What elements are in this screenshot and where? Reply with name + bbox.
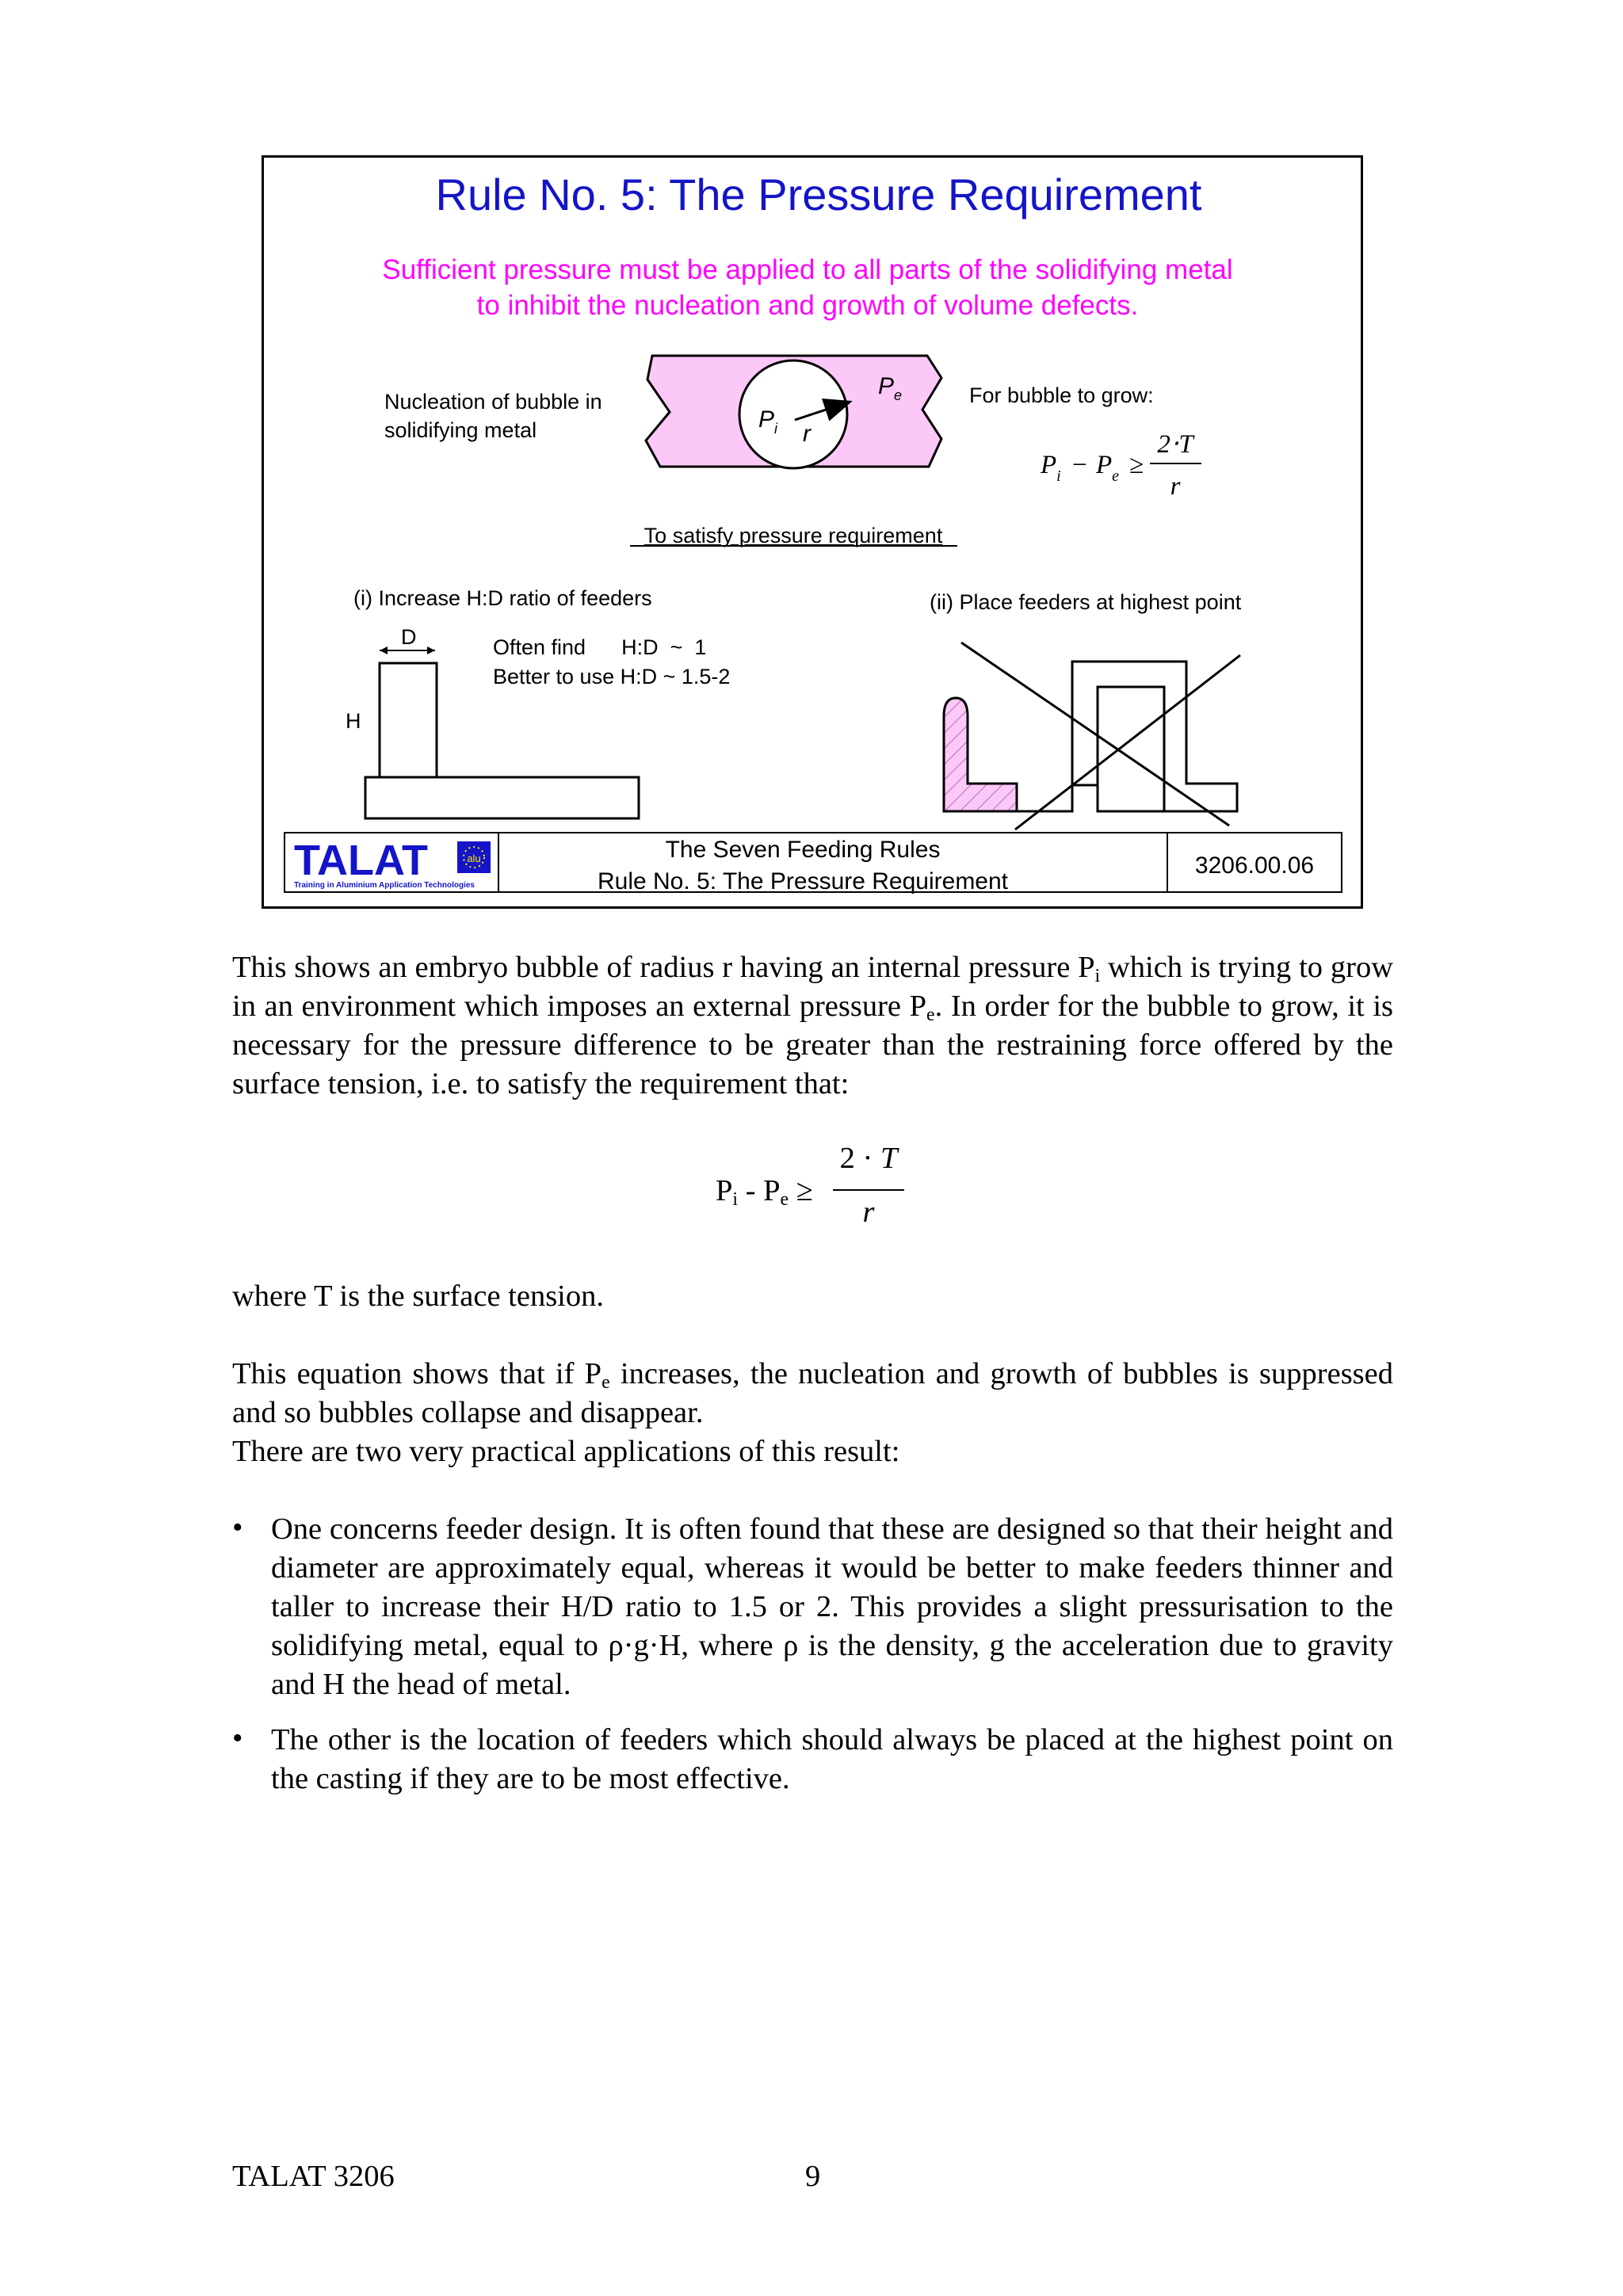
svg-text:alu: alu xyxy=(467,852,481,864)
page-footer-doc: TALAT 3206 xyxy=(232,2160,395,2193)
bullet-marker-1: • xyxy=(232,1511,243,1544)
paragraph-applications: There are two very practical applications of this result: xyxy=(232,1435,900,1468)
nucleation-label-line1: Nucleation of bubble in xyxy=(384,390,602,414)
svg-text:2⋅T: 2⋅T xyxy=(1157,430,1193,459)
option2-cross-line-2 xyxy=(1015,655,1240,830)
svg-text:≥: ≥ xyxy=(1129,451,1144,479)
slide-subtitle-line1: Sufficient pressure must be applied to all parts of the solidifying metal xyxy=(382,254,1233,285)
equation-denominator: r xyxy=(862,1196,875,1229)
slide-title: Rule No. 5: The Pressure Requirement xyxy=(435,170,1202,219)
bullet-item-feeder-design: One concerns feeder design. It is often found that these are designed so that their height and diameter are approximately equal, whereas it would be better to make feeders thinner and taller to increase their H/D ratio to 1.5 or 2. This provides a slight pressurisation to the solidifying metal, equal to ρ·g·H, where ρ is the density, g the acceleration due to gravity and H the head of metal. xyxy=(271,1512,1393,1701)
slide-diagram xyxy=(264,158,1361,906)
option1-label: (i) Increase H:D ratio of feeders xyxy=(353,586,652,610)
option2-label: (ii) Place feeders at highest point xyxy=(930,590,1242,614)
slide-subtitle-line2: to inhibit the nucleation and growth of volume defects. xyxy=(476,290,1139,321)
svg-text:Pi: $P_i$ xyxy=(1041,451,1061,485)
bullet-marker-2: • xyxy=(232,1722,243,1755)
option1-often: Often find H:D ~ 1 xyxy=(493,635,707,659)
svg-text:Training in Aluminium Applicat: Training in Aluminium Application Technologies xyxy=(294,881,475,890)
grow-label: For bubble to grow: xyxy=(969,383,1154,407)
bubble-pe-label: $P_e$ xyxy=(878,373,903,403)
paragraph-equation-shows: This equation shows that if $P_e$ increases, the nucleation and growth of bubbles is suppressed and so bubbles collapse and disappear. xyxy=(232,1357,1393,1429)
slide-frame xyxy=(262,155,1363,909)
equation-numerator: 2 · T xyxy=(839,1142,898,1175)
bullet-item-feeder-location: The other is the location of feeders which should always be placed at the highest point on the casting if they are to be most effective. xyxy=(271,1723,1393,1795)
bubble-pi-label: $P_i$ xyxy=(758,406,778,437)
option1-casting xyxy=(365,777,639,818)
svg-text:r: r xyxy=(1170,472,1181,501)
option1-h-label: H xyxy=(346,709,361,733)
equation-fraction-bar xyxy=(833,1189,904,1191)
option1-feeder xyxy=(380,663,437,777)
paragraph-intro: This shows an embryo bubble of radius r having an internal pressure $P_i$ which is trying to grow in an environment which imposes an external pressure $P_e$. In order for the bubble to grow, it is necessary for the pressure difference to be greater than the restraining force offered by the surface tension, i.e. to satisfy the requirement that: xyxy=(232,951,1393,1100)
svg-text:Pe: $P_e$ xyxy=(1096,451,1120,485)
bubble-r-label: r xyxy=(803,421,811,447)
main-equation: $P_i - P_e$ ≥ 2 · T r xyxy=(716,1141,906,1244)
slide-footer-title: The Seven Feeding Rules xyxy=(665,837,941,863)
grow-equation xyxy=(1040,430,1201,501)
option1-better: Better to use H:D ~ 1.5-2 xyxy=(493,665,731,688)
svg-text:−: − xyxy=(1072,451,1087,479)
svg-text:TALAT: TALAT xyxy=(294,837,428,884)
page-number: 9 xyxy=(805,2160,821,2193)
slide-footer-code: 3206.00.06 xyxy=(1194,852,1315,879)
slide-footer-subtitle: Rule No. 5: The Pressure Requirement xyxy=(597,868,1009,894)
bubble-circle xyxy=(739,360,847,468)
option1-d-label: D xyxy=(401,625,417,649)
paragraph-where: where T is the surface tension. xyxy=(232,1280,604,1313)
nucleation-label-line2: solidifying metal xyxy=(384,418,537,442)
talat-logo xyxy=(294,837,491,890)
satisfy-label: To satisfy pressure requirement xyxy=(643,524,943,547)
option2-feeder-low xyxy=(944,698,1017,811)
option2-casting-outline xyxy=(1017,687,1164,811)
